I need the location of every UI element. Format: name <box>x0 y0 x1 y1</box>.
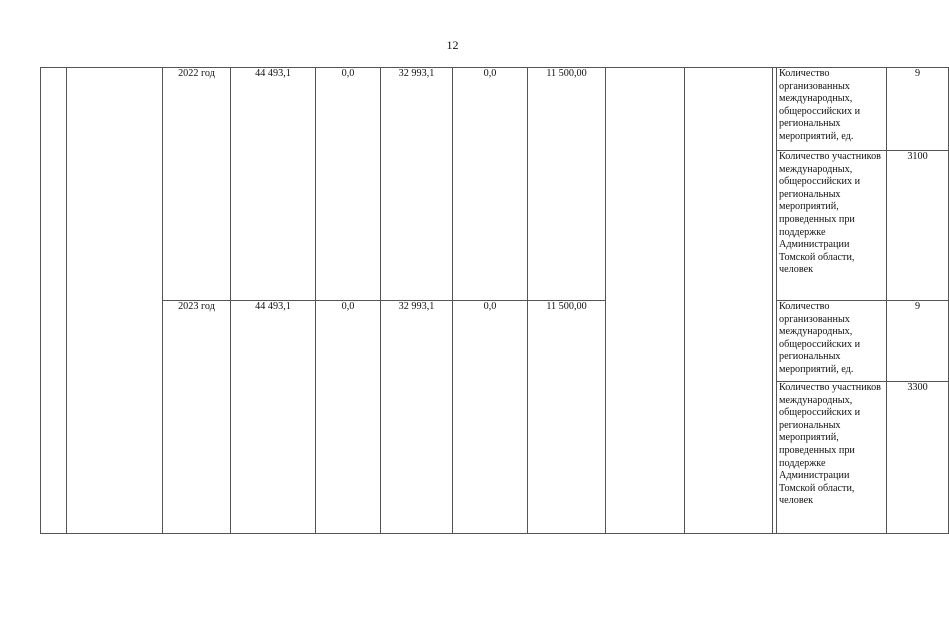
indicator-name: Количество организованных международных, общероссийских и региональных мероприятий, ед. <box>777 68 887 151</box>
budget-table <box>40 67 949 534</box>
indicator-value: 9 <box>887 68 949 151</box>
regional-cell: 32 993,1 <box>381 301 453 534</box>
extra-budget-cell: 11 500,00 <box>528 301 606 534</box>
executor-cell <box>606 68 685 534</box>
regional-cell: 32 993,1 <box>381 68 453 301</box>
local-cell: 0,0 <box>453 301 528 534</box>
indicator-value: 3300 <box>887 382 949 534</box>
federal-cell: 0,0 <box>316 301 381 534</box>
year-cell: 2022 год <box>163 68 231 301</box>
total-cell: 44 493,1 <box>231 68 316 301</box>
total-cell: 44 493,1 <box>231 301 316 534</box>
measure-name-cell <box>67 68 163 534</box>
indicator-value: 9 <box>887 301 949 382</box>
indicator-name: Количество участников международных, общероссийских и региональных мероприятий, проведенных при поддержке Администрации Томской области, человек <box>777 151 887 301</box>
table-row <box>41 301 949 382</box>
number-cell <box>41 68 67 534</box>
spacer-cell <box>685 68 773 534</box>
page-number: 12 <box>446 38 459 52</box>
local-cell: 0,0 <box>453 68 528 301</box>
year-cell: 2023 год <box>163 301 231 534</box>
indicator-name: Количество организованных международных, общероссийских и региональных мероприятий, ед. <box>777 301 887 382</box>
indicator-value: 3100 <box>887 151 949 301</box>
indicator-name: Количество участников международных, общероссийских и региональных мероприятий, проведенных при поддержке Администрации Томской области, человек <box>777 382 887 534</box>
table-row <box>41 68 949 151</box>
federal-cell: 0,0 <box>316 68 381 301</box>
extra-budget-cell: 11 500,00 <box>528 68 606 301</box>
